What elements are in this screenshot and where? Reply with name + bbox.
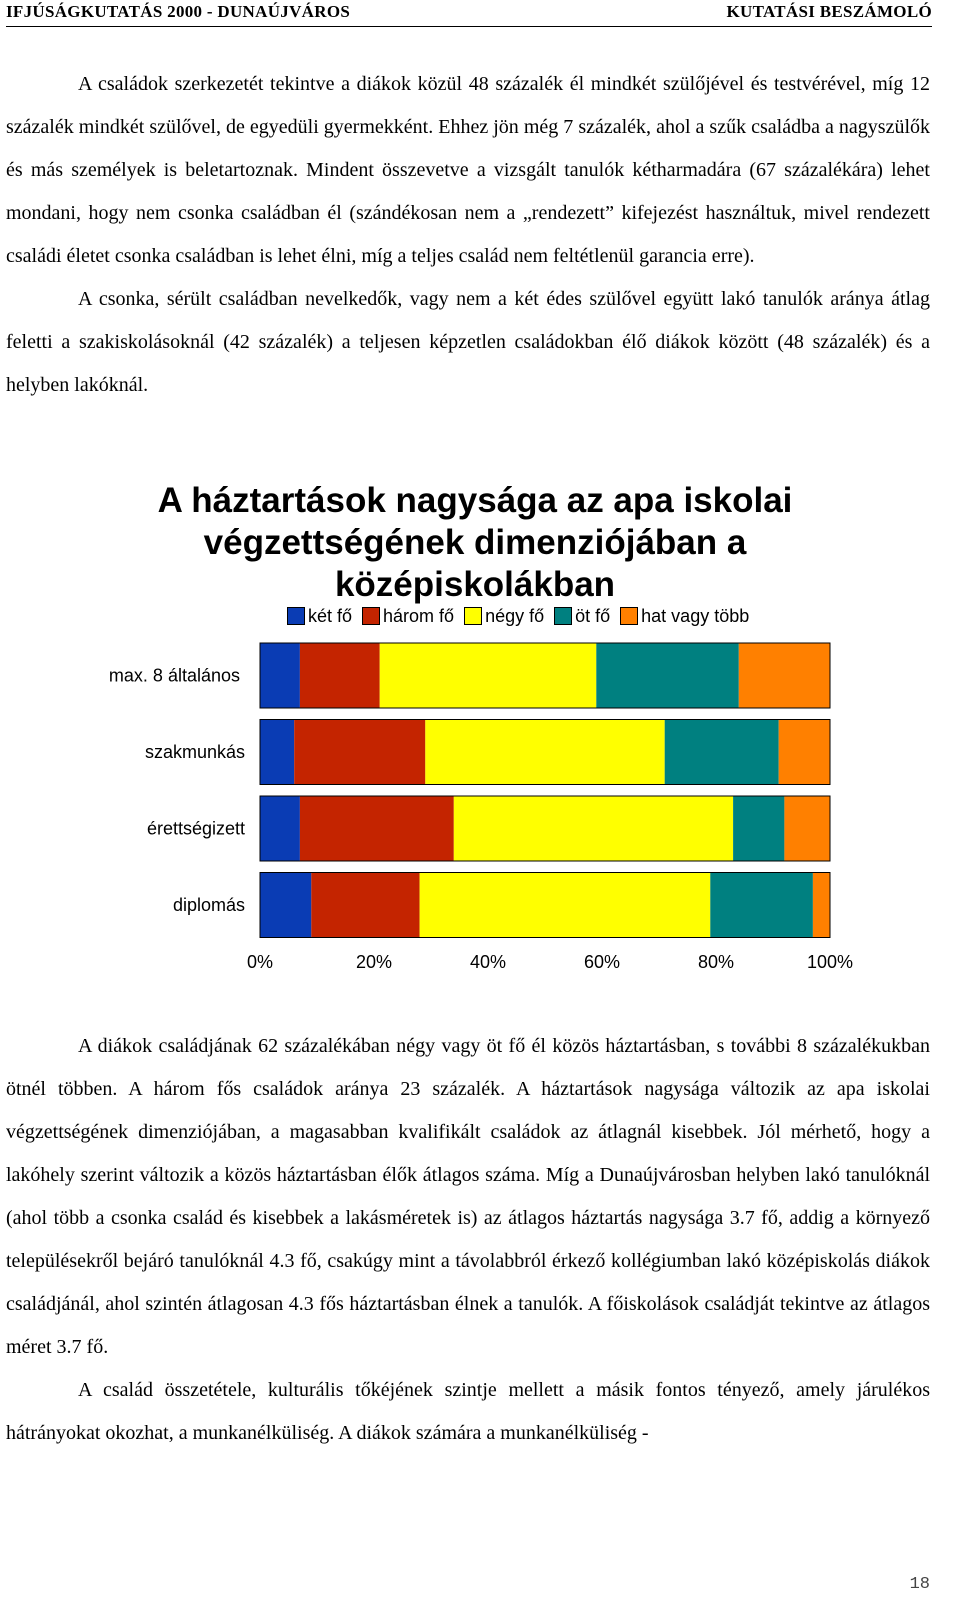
legend-label: öt fő (575, 605, 611, 626)
category-label: szakmunkás (144, 742, 245, 762)
legend-item (287, 606, 352, 627)
category-label: diplomás (172, 895, 245, 915)
legend-swatch (362, 607, 380, 625)
bar-segment (665, 720, 779, 785)
bar-segment (454, 796, 733, 861)
bar-segment (380, 643, 597, 708)
bar-segment (311, 873, 419, 938)
bar-segment (710, 873, 813, 938)
bar-segment (739, 643, 830, 708)
bar-segment (733, 796, 784, 861)
body-text-top (6, 63, 930, 407)
header-right: KUTATÁSI BESZÁMOLÓ (726, 2, 932, 21)
legend-label: két fő (308, 605, 353, 626)
chart-legend (287, 604, 759, 628)
bar-segment (260, 873, 311, 938)
legend-label: három fő (383, 605, 455, 626)
legend-swatch (554, 607, 572, 625)
category-label: érettségizett (146, 818, 245, 839)
legend-label: hat vagy több (641, 605, 750, 626)
legend-label: négy fő (485, 605, 545, 626)
bar-segment (784, 796, 830, 861)
legend-item (554, 606, 610, 627)
bar-segment (260, 796, 300, 861)
category-label: max. 8 általános (108, 665, 240, 686)
paragraph: A család összetétele, kulturális tőkéjének szintje mellett a másik fontos tényező, amely járulékos hátrányokat okozhat, a munkanélküliség. A diákok számára a munkanélküliség - (6, 1379, 930, 1444)
legend-item (464, 606, 544, 627)
bar-segment (779, 720, 830, 785)
x-tick-label: 100% (806, 952, 854, 972)
legend-swatch (287, 607, 305, 625)
bar-segment (420, 873, 711, 938)
page-number: 18 (909, 1575, 930, 1594)
bar-segment (300, 796, 454, 861)
body-text-bottom (6, 1025, 930, 1455)
paragraph: A diákok családjának 62 százalékában négy vagy öt fő él közös háztartásban, s további 8 százalékukban ötnél többen. A három fős családok aránya 23 százalék. A háztartások nagysága változik az apa iskolai végzettségének dimenziójában, a magasabban kvalifikált családok az átlagnál kisebbek. Jól mérhető, hogy a lakóhely szerint változik a közös háztartásban élők átlagos száma. Míg a Dunaújvárosban helyben lakó tanulóknál (ahol több a csonka család és kisebbek a lakásméretek is) az átlagos háztartás nagysága 3.7 fő, addig a környező településekről bejáró tanulóknál 4.3 fő, csakúgy mint a távolabbról érkező kollégiumban lakó középiskolás diákok családjánál, ahol szintén átlagosan 4.3 fős háztartásban élnek a tanulók. A főiskolások családját tekintve az átlagos méret 3.7 fő. (6, 1035, 930, 1358)
bar-segment (260, 643, 300, 708)
bar-segment (425, 720, 664, 785)
x-tick-label: 80% (697, 952, 735, 972)
x-tick-label: 40% (469, 952, 507, 972)
chart (0, 630, 960, 980)
legend-swatch (464, 607, 482, 625)
legend-item (620, 606, 749, 627)
header-left: IFJÚSÁGKUTATÁS 2000 - DUNAÚJVÁROS (6, 2, 351, 21)
legend-swatch (620, 607, 638, 625)
bar-segment (300, 643, 380, 708)
bar-segment (294, 720, 425, 785)
page-header (6, 0, 932, 27)
paragraph: A családok szerkezetét tekintve a diákok közül 48 százalék él mindkét szülőjével és testvérével, míg 12 százalék mindkét szülővel, de egyedüli gyermekként. Ehhez jön még 7 százalék, ahol a szűk családba a nagyszülők és más személyek is beletartoznak. Mindent összevetve a vizsgált tanulók kétharmadára (67 százalékára) lehet mondani, hogy nem csonka családban él (szándékosan nem a „rendezett” kifejezést használtuk, mivel rendezett családi életet csonka családban is lehet élni, míg a teljes család nem feltétlenül garancia erre). (6, 73, 930, 267)
bar-segment (260, 720, 294, 785)
x-tick-label: 20% (355, 952, 393, 972)
bar-segment (596, 643, 739, 708)
chart-title: A háztartások nagysága az apa iskolai végzettségének dimenziójában a középiskolákban (157, 481, 793, 604)
x-tick-label: 60% (583, 952, 621, 972)
paragraph: A csonka, sérült családban nevelkedők, vagy nem a két édes szülővel együtt lakó tanulók aránya átlag feletti a szakiskolásoknál (42 százalék) a teljesen képzetlen családokban élő diákok között (48 százalék) és a helyben lakóknál. (6, 288, 930, 396)
bar-segment (813, 873, 830, 938)
x-tick-label: 0% (246, 952, 274, 972)
legend-item (362, 606, 454, 627)
